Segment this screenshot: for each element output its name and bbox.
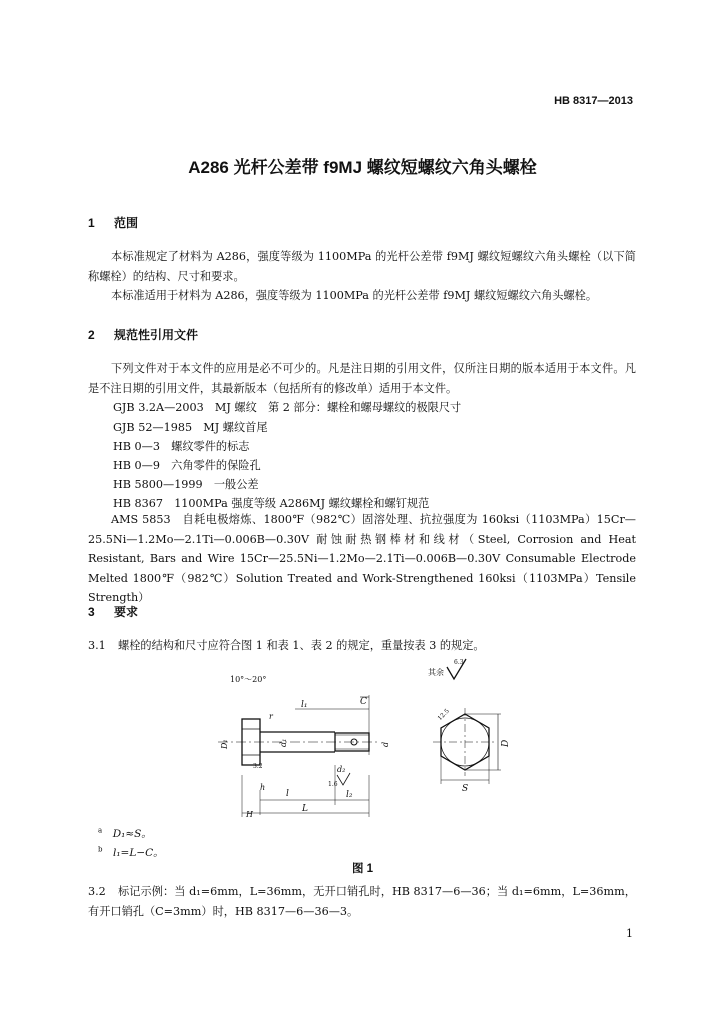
reference-item: HB 5800—1999 一般公差 <box>113 478 259 491</box>
section-3-heading: 3 要求 <box>88 605 139 619</box>
bolt-drawing <box>200 655 530 820</box>
svg-text:h: h <box>260 783 266 792</box>
reference-item: HB 8367 1100MPa 强度等级 A286MJ 螺纹螺栓和螺钉规范 <box>113 497 430 510</box>
svg-text:H: H <box>246 810 253 819</box>
svg-text:D₁: D₁ <box>220 739 229 749</box>
figure-caption: 图 1 <box>351 863 374 875</box>
svg-text:6.3: 6.3 <box>454 659 464 666</box>
svg-text:d₁: d₁ <box>279 738 288 747</box>
svg-text:C: C <box>360 697 367 707</box>
svg-text:D: D <box>501 739 511 747</box>
svg-text:d: d <box>381 741 390 747</box>
section-1-heading: 1 范围 <box>88 216 139 230</box>
reference-item: GJB 52—1985 MJ 螺纹首尾 <box>113 421 268 434</box>
page-number: 1 <box>626 927 633 940</box>
figure-note-b: $^b$ l₁=L−C。 <box>98 845 164 859</box>
reference-item: GJB 3.2A—2003 MJ 螺纹 第 2 部分：螺栓和螺母螺纹的极限尺寸 <box>113 401 462 414</box>
figure-note-a: $^a$ D₁≈S。 <box>98 826 152 840</box>
svg-text:r: r <box>269 712 273 721</box>
clause-3-1: 3.1 螺栓的结构和尺寸应符合图 1 和表 1、表 2 的规定，重量按表 3 的规定。 <box>88 639 485 652</box>
svg-text:l₁: l₁ <box>301 700 308 710</box>
section-1-paragraph-2: 本标准适用于材料为 A286，强度等级为 1100MPa 的光杆公差带 f9MJ 螺纹短螺纹六角头螺栓。 <box>111 289 598 302</box>
svg-text:1.6: 1.6 <box>328 781 338 788</box>
svg-text:L: L <box>302 804 308 814</box>
svg-text:l₂: l₂ <box>346 790 353 800</box>
reference-ams-5853: AMS 5853 自耗电极熔炼、1800℉（982℃）固溶处理、抗拉强度为 160ksi（1103MPa）15Cr—25.5Ni—1.2Mo—2.1Ti—0.006B—0.30V 耐蚀耐热钢棒材和线材（Steel, Corrosion and Heat Resistant, Bars and Wire 15Cr—25.5Ni—1.2Mo—2.1Ti—0.006B—0.30V Consumable Electrode Melted 1800℉（982℃）Solution Treated and Work-Strengthened 160ksi（1103MPa）Tensile Strength） <box>88 513 636 604</box>
svg-text:d₂: d₂ <box>337 765 346 774</box>
clause-3-2: 3.2 标记示例：当 d₁=6mm，L=36mm，无开口销孔时，HB 8317—6—36；当 d₁=6mm，L=36mm，有开口销孔（C=3mm）时，HB 8317—6—36—3。 <box>88 885 636 918</box>
svg-text:12.5: 12.5 <box>436 707 451 723</box>
svg-text:3.2: 3.2 <box>253 763 263 770</box>
svg-text:S: S <box>462 784 469 794</box>
standard-number: HB 8317—2013 <box>554 95 633 107</box>
reference-item: HB 0—9 六角零件的保险孔 <box>113 459 261 472</box>
remaining-roughness-label: 其余 <box>428 668 444 677</box>
svg-text:l: l <box>286 789 289 799</box>
svg-text:10°～20°: 10°～20° <box>230 675 267 684</box>
section-2-intro: 下列文件对于本文件的应用是必不可少的。凡是注日期的引用文件，仅所注日期的版本适用于本文件。凡是不注日期的引用文件，其最新版本（包括所有的修改单）适用于本文件。 <box>88 362 636 395</box>
section-1-paragraph-1: 本标准规定了材料为 A286，强度等级为 1100MPa 的光杆公差带 f9MJ 螺纹短螺纹六角头螺栓（以下简称螺栓）的结构、尺寸和要求。 <box>88 250 636 283</box>
document-title: A286 光杆公差带 f9MJ 螺纹短螺纹六角头螺栓 <box>188 158 537 177</box>
reference-item: HB 0—3 螺纹零件的标志 <box>113 440 250 453</box>
section-2-heading: 2 规范性引用文件 <box>88 328 199 342</box>
